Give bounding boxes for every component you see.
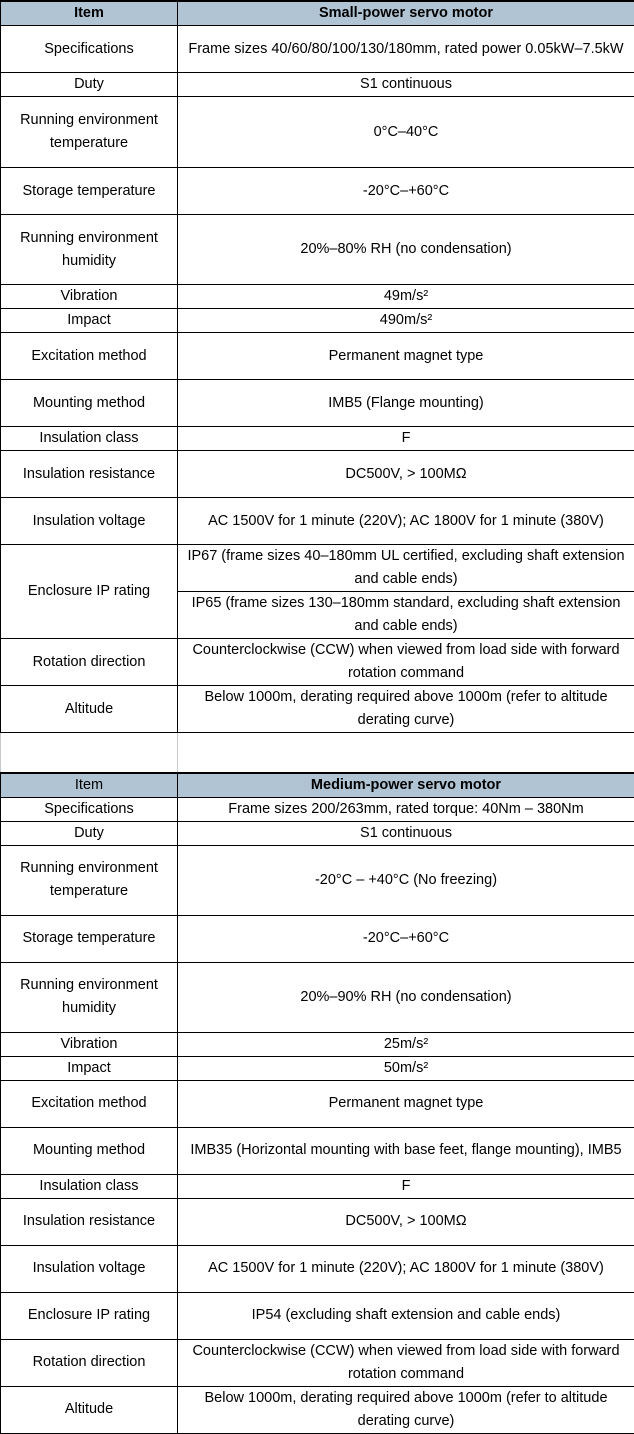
table-row [1, 427, 634, 451]
table-row [1, 1080, 634, 1127]
row-label: Storage temperature [1, 168, 178, 215]
row-value: 20%–80% RH (no condensation) [178, 215, 634, 285]
table-row [1, 1292, 634, 1339]
row-value: S1 continuous [178, 821, 634, 845]
row-value: IP54 (excluding shaft extension and cable ends) [178, 1292, 634, 1339]
row-label: Specifications [1, 797, 178, 821]
row-value: AC 1500V for 1 minute (220V); AC 1800V for 1 minute (380V) [178, 1245, 634, 1292]
row-label: Insulation resistance [1, 1198, 178, 1245]
table-row [1, 821, 634, 845]
row-value: Permanent magnet type [178, 1080, 634, 1127]
row-value: Below 1000m, derating required above 1000m (refer to altitude derating curve) [178, 686, 634, 733]
table-row [1, 797, 634, 821]
table-row [1, 1032, 634, 1056]
table-row [1, 1386, 634, 1433]
row-label: Insulation class [1, 427, 178, 451]
row-value: 490m/s² [178, 309, 634, 333]
table-row [1, 962, 634, 1032]
row-value: -20°C – +40°C (No freezing) [178, 845, 634, 915]
row-label: Mounting method [1, 1127, 178, 1174]
table-row [1, 1198, 634, 1245]
table1-header-title: Small-power servo motor [178, 1, 634, 26]
row-label: Rotation direction [1, 639, 178, 686]
row-label: Excitation method [1, 333, 178, 380]
row-value: Below 1000m, derating required above 1000m (refer to altitude derating curve) [178, 1386, 634, 1433]
row-label: Duty [1, 821, 178, 845]
row-label: Duty [1, 73, 178, 97]
row-value: IP65 (frame sizes 130–180mm standard, excluding shaft extension and cable ends) [178, 592, 634, 639]
table-row [1, 380, 634, 427]
table-row [1, 1174, 634, 1198]
row-value: S1 continuous [178, 73, 634, 97]
row-label: Insulation voltage [1, 498, 178, 545]
row-label: Rotation direction [1, 1339, 178, 1386]
table-spacer [1, 733, 634, 773]
table1-header-item: Item [1, 1, 178, 26]
row-label: Enclosure IP rating [1, 545, 178, 639]
table-row [1, 73, 634, 97]
row-label: Running environment humidity [1, 215, 178, 285]
row-value: Permanent magnet type [178, 333, 634, 380]
row-value: 50m/s² [178, 1056, 634, 1080]
row-value: Frame sizes 200/263mm, rated torque: 40Nm – 380Nm [178, 797, 634, 821]
row-value: 25m/s² [178, 1032, 634, 1056]
row-label: Insulation voltage [1, 1245, 178, 1292]
table-row [1, 168, 634, 215]
table-row [1, 686, 634, 733]
row-value: F [178, 427, 634, 451]
table-row [1, 285, 634, 309]
table-row [1, 1339, 634, 1386]
row-label: Insulation class [1, 1174, 178, 1198]
row-value: Frame sizes 40/60/80/100/130/180mm, rated power 0.05kW–7.5kW [178, 26, 634, 73]
row-label: Vibration [1, 285, 178, 309]
row-value: AC 1500V for 1 minute (220V); AC 1800V for 1 minute (380V) [178, 498, 634, 545]
row-value: -20°C–+60°C [178, 915, 634, 962]
row-value: F [178, 1174, 634, 1198]
row-label: Mounting method [1, 380, 178, 427]
table-row [1, 498, 634, 545]
row-value: DC500V, > 100MΩ [178, 1198, 634, 1245]
row-label: Vibration [1, 1032, 178, 1056]
row-value: IMB35 (Horizontal mounting with base feet, flange mounting), IMB5 [178, 1127, 634, 1174]
row-label: Excitation method [1, 1080, 178, 1127]
table-row [1, 545, 634, 592]
row-label: Altitude [1, 1386, 178, 1433]
table-row [1, 639, 634, 686]
row-value: 0°C–40°C [178, 97, 634, 168]
table-row [1, 215, 634, 285]
row-label: Insulation resistance [1, 451, 178, 498]
row-value: IP67 (frame sizes 40–180mm UL certified, excluding shaft extension and cable ends) [178, 545, 634, 592]
row-value: 20%–90% RH (no condensation) [178, 962, 634, 1032]
table-row [1, 333, 634, 380]
table-row [1, 845, 634, 915]
row-value: Counterclockwise (CCW) when viewed from load side with forward rotation command [178, 1339, 634, 1386]
table2-header-item: Item [1, 773, 178, 798]
row-value: Counterclockwise (CCW) when viewed from load side with forward rotation command [178, 639, 634, 686]
table-row [1, 26, 634, 73]
table2-header-title: Medium-power servo motor [178, 773, 634, 798]
row-label: Running environment temperature [1, 97, 178, 168]
table-row [1, 1245, 634, 1292]
row-label: Storage temperature [1, 915, 178, 962]
table-row [1, 915, 634, 962]
row-label: Impact [1, 1056, 178, 1080]
row-label: Altitude [1, 686, 178, 733]
table-row [1, 1127, 634, 1174]
table-row [1, 309, 634, 333]
row-value: 49m/s² [178, 285, 634, 309]
row-value: IMB5 (Flange mounting) [178, 380, 634, 427]
table-row [1, 97, 634, 168]
table-row [1, 451, 634, 498]
row-label: Enclosure IP rating [1, 1292, 178, 1339]
table2-header-row [1, 773, 634, 798]
row-label: Running environment temperature [1, 845, 178, 915]
table1-header-row [1, 1, 634, 26]
row-value: DC500V, > 100MΩ [178, 451, 634, 498]
row-label: Running environment humidity [1, 962, 178, 1032]
row-label: Impact [1, 309, 178, 333]
row-value: -20°C–+60°C [178, 168, 634, 215]
row-label: Specifications [1, 26, 178, 73]
table-row [1, 1056, 634, 1080]
